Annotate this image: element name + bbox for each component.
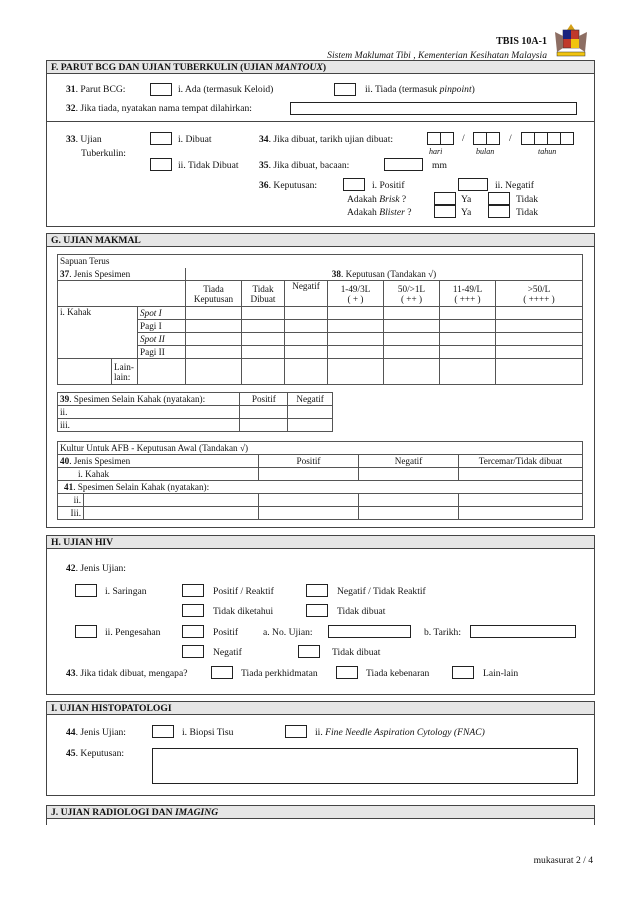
col-6-line-1: >50/L (527, 283, 551, 294)
q38-heading: 38. Keputusan (Tandakan √) (186, 268, 583, 281)
hiv-tarikh-field[interactable] (470, 625, 576, 638)
q36-negatif-checkbox[interactable] (458, 178, 488, 191)
col-0-line-2: Keputusan (193, 293, 234, 304)
row-label: Pagi II (138, 346, 186, 359)
q34-year-2[interactable] (534, 132, 548, 145)
q35-label: 35. Jika dibuat, bacaan: (259, 160, 350, 171)
sapuan-terus-table (57, 254, 583, 385)
result-cell[interactable] (496, 346, 583, 359)
result-cell[interactable] (288, 406, 333, 419)
result-cell[interactable] (328, 307, 384, 320)
lain-lain-label: Lain- lain: (112, 359, 138, 385)
col-5-line-1: 11-49/L (452, 283, 483, 294)
q36-label: 36. Keputusan: (259, 180, 318, 191)
col-3-line-1: 1-49/3L (340, 283, 371, 294)
blister-question: Adakah Blister ? (347, 207, 412, 218)
row-label: Spot II (138, 333, 186, 346)
result-cell[interactable] (186, 320, 242, 333)
q39-positif-heading: Positif (240, 393, 288, 406)
col-4-line-1: 50/>1L (397, 283, 426, 294)
kultur-kahak-label: i. Kahak (58, 468, 259, 481)
q32-label: 32. Jika tiada, nyatakan nama tempat dilahirkan: (66, 103, 252, 114)
table-row (58, 494, 583, 507)
result-cell[interactable] (440, 307, 496, 320)
result-cell[interactable] (459, 468, 583, 481)
col-3-line-2: ( + ) (347, 293, 364, 304)
brisk-ya-checkbox[interactable] (434, 192, 456, 205)
q34-tahun-caption: tahun (538, 147, 557, 156)
result-cell[interactable] (359, 507, 459, 520)
sapuan-terus-heading: Sapuan Terus (58, 255, 583, 268)
blank-cell (58, 359, 112, 385)
hiv-positif-reaktif-label: Positif / Reaktif (213, 586, 274, 597)
result-cell[interactable] (496, 320, 583, 333)
q34-month-1[interactable] (473, 132, 487, 145)
q41-heading: 41. Spesimen Selain Kahak (nyatakan): (58, 481, 583, 494)
result-cell[interactable] (359, 468, 459, 481)
col-tidak-dibuat (242, 281, 285, 307)
table-row (58, 406, 333, 419)
q44-fnac-label: ii. Fine Needle Aspiration Cytology (FNAC) (315, 727, 485, 738)
q34-month-2[interactable] (486, 132, 500, 145)
hiv-saringan-label: i. Saringan (105, 586, 147, 597)
section-g (46, 233, 595, 528)
q34-day-1[interactable] (427, 132, 441, 145)
q34-year-4[interactable] (560, 132, 574, 145)
page-number: mukasurat 2 / 4 (533, 855, 593, 866)
hiv-pengesahan-tidak-dibuat-checkbox[interactable] (298, 645, 320, 658)
hiv-pengesahan-tidak-dibuat-label: Tidak dibuat (332, 647, 381, 658)
result-cell[interactable] (440, 346, 496, 359)
hiv-pengesahan-label: ii. Pengesahan (105, 627, 161, 638)
result-cell[interactable] (186, 307, 242, 320)
blank-cell (138, 281, 186, 307)
result-cell[interactable] (242, 307, 285, 320)
kultur-specimen-field[interactable] (84, 507, 259, 520)
row-label: Spot I (138, 307, 186, 320)
q45-keputusan-field[interactable] (152, 748, 578, 784)
result-cell[interactable] (186, 346, 242, 359)
q39-heading: 39. Spesimen Selain Kahak (nyatakan): (58, 393, 240, 406)
q43-lain-lain-checkbox[interactable] (452, 666, 474, 679)
hiv-negatif-reaktif-label: Negatif / Tidak Reaktif (337, 586, 426, 597)
q36-positif-checkbox[interactable] (343, 178, 365, 191)
q33-dibuat-checkbox[interactable] (150, 132, 172, 145)
kultur-positif-heading: Positif (259, 455, 359, 468)
q45-label: 45. Keputusan: (66, 748, 125, 759)
result-cell[interactable] (328, 359, 384, 385)
q34-day-2[interactable] (440, 132, 454, 145)
section-f (46, 60, 595, 227)
result-cell[interactable] (359, 494, 459, 507)
result-cell[interactable] (440, 333, 496, 346)
hiv-no-ujian-label: a. No. Ujian: (263, 627, 313, 638)
col-1-line-2: Dibuat (250, 293, 276, 304)
section-g-title: G. UJIAN MAKMAL (47, 234, 594, 247)
q33-label: 33. Ujian (66, 134, 102, 145)
result-cell[interactable] (240, 406, 288, 419)
brisk-question: Adakah Brisk ? (347, 194, 407, 205)
q43-tiada-kebenaran-label: Tiada kebenaran (366, 668, 430, 679)
q36-negatif-label: ii. Negatif (495, 180, 534, 191)
q44-label: 44. Jenis Ujian: (66, 727, 126, 738)
col-2-line-1: Negatif (292, 281, 320, 291)
col-negatif (285, 281, 328, 307)
result-cell[interactable] (285, 320, 328, 333)
blister-ya-checkbox[interactable] (434, 205, 456, 218)
q43-lain-lain-label: Lain-lain (483, 668, 519, 679)
result-cell[interactable] (496, 359, 583, 385)
result-cell[interactable] (328, 346, 384, 359)
hiv-tidak-dibuat-checkbox[interactable] (306, 604, 328, 617)
q44-biopsi-checkbox[interactable] (152, 725, 174, 738)
q34-bulan-caption: bulan (476, 147, 495, 156)
q36-positif-label: i. Positif (372, 180, 405, 191)
table-row (58, 359, 583, 385)
section-j (46, 805, 595, 825)
result-cell[interactable] (259, 494, 359, 507)
q40-heading: 40. Jenis Spesimen (58, 455, 259, 468)
hiv-no-ujian-field[interactable] (328, 625, 411, 638)
table-row (58, 507, 583, 520)
col-tiada-keputusan (186, 281, 242, 307)
q43-tiada-kebenaran-checkbox[interactable] (336, 666, 358, 679)
result-cell[interactable] (285, 359, 328, 385)
q44-biopsi-label: i. Biopsi Tisu (182, 727, 234, 738)
hiv-negatif-reaktif-checkbox[interactable] (306, 584, 328, 597)
q31-ada-label: i. Ada (termasuk Keloid) (178, 84, 274, 95)
q35-reading-field[interactable] (384, 158, 423, 171)
blank-cell (112, 307, 138, 359)
hiv-tidak-dibuat-label: Tidak dibuat (337, 606, 386, 617)
brisk-tidak-checkbox[interactable] (488, 192, 510, 205)
result-cell[interactable] (328, 333, 384, 346)
col-50-plus (496, 281, 583, 307)
q39-row-ii[interactable]: ii. (58, 406, 240, 419)
col-5-line-2: ( +++ ) (454, 293, 481, 304)
kultur-afb-table (57, 441, 583, 520)
q34-slash-2: / (509, 133, 512, 144)
result-cell[interactable] (285, 307, 328, 320)
col-4-line-2: ( ++ ) (400, 293, 423, 304)
kahak-label: i. Kahak (58, 307, 112, 359)
result-cell[interactable] (384, 359, 440, 385)
result-cell[interactable] (496, 333, 583, 346)
result-cell[interactable] (242, 359, 285, 385)
result-cell[interactable] (384, 307, 440, 320)
result-cell[interactable] (186, 333, 242, 346)
col-6-line-2: ( ++++ ) (523, 293, 555, 304)
kultur-negatif-heading: Negatif (359, 455, 459, 468)
q32-birthplace-field[interactable] (290, 102, 577, 115)
q31-tiada-checkbox[interactable] (334, 83, 356, 96)
kultur-row-ii: ii. (58, 494, 84, 507)
q39-negatif-heading: Negatif (288, 393, 333, 406)
section-i (46, 701, 595, 796)
result-cell[interactable] (384, 346, 440, 359)
q43-tiada-perkhidmatan-checkbox[interactable] (211, 666, 233, 679)
result-cell[interactable] (288, 419, 333, 432)
brisk-ya-label: Ya (461, 194, 472, 205)
q37-heading: 37. Jenis Spesimen (58, 268, 186, 281)
q39-table (57, 392, 333, 432)
q43-label: 43. Jika tidak dibuat, mengapa? (66, 668, 188, 679)
hiv-pengesahan-checkbox[interactable] (75, 625, 97, 638)
result-cell[interactable] (496, 307, 583, 320)
result-cell[interactable] (384, 333, 440, 346)
hiv-tarikh-label: b. Tarikh: (424, 627, 461, 638)
result-cell[interactable] (259, 507, 359, 520)
kultur-tercemar-heading: Tercemar/Tidak dibuat (459, 455, 583, 468)
q31-label: 31. Parut BCG: (66, 84, 126, 95)
hiv-pengesahan-positif-label: Positif (213, 627, 239, 638)
crest-logo (551, 22, 591, 58)
section-f-title: F. PARUT BCG DAN UJIAN TUBERKULIN (UJIAN MANTOUX) (47, 61, 594, 74)
result-cell[interactable] (384, 320, 440, 333)
result-cell[interactable] (186, 359, 242, 385)
q34-year-1[interactable] (521, 132, 535, 145)
result-cell[interactable] (259, 468, 359, 481)
hiv-pengesahan-positif-checkbox[interactable] (182, 625, 204, 638)
section-j-title: J. UJIAN RADIOLOGI DAN IMAGING (47, 806, 594, 819)
kultur-specimen-field[interactable] (84, 494, 259, 507)
hiv-pengesahan-negatif-label: Negatif (213, 647, 242, 658)
q39-row-iii[interactable]: iii. (58, 419, 240, 432)
table-row (58, 468, 583, 481)
q33-tidak-dibuat-checkbox[interactable] (150, 158, 172, 171)
col-1-49 (328, 281, 384, 307)
q34-year-3[interactable] (547, 132, 561, 145)
kultur-row-iii: Iii. (58, 507, 84, 520)
section-i-title: I. UJIAN HISTOPATOLOGI (47, 702, 594, 715)
result-cell[interactable] (459, 494, 583, 507)
q31-tiada-label: ii. Tiada (termasuk pinpoint) (365, 84, 475, 95)
kultur-heading: Kultur Untuk AFB - Keputusan Awal (Tandakan √) (58, 442, 583, 455)
result-cell[interactable] (440, 320, 496, 333)
result-cell[interactable] (285, 346, 328, 359)
col-50 (384, 281, 440, 307)
brisk-tidak-label: Tidak (516, 194, 539, 205)
form-code: TBIS 10A-1 (496, 36, 547, 47)
q35-mm-unit: mm (432, 160, 447, 171)
result-cell[interactable] (240, 419, 288, 432)
result-cell[interactable] (328, 320, 384, 333)
q33-tidak-dibuat-label: ii. Tidak Dibuat (178, 160, 239, 171)
blister-tidak-checkbox[interactable] (488, 205, 510, 218)
blister-ya-label: Ya (461, 207, 472, 218)
result-cell[interactable] (242, 346, 285, 359)
section-h-title: H. UJIAN HIV (47, 536, 594, 549)
section-f-divider (47, 121, 594, 122)
q31-ada-checkbox[interactable] (150, 83, 172, 96)
q42-label: 42. Jenis Ujian: (66, 563, 126, 574)
result-cell[interactable] (242, 333, 285, 346)
q33-label-2: Tuberkulin: (81, 148, 126, 159)
col-11-49 (440, 281, 496, 307)
blister-tidak-label: Tidak (516, 207, 539, 218)
q44-fnac-checkbox[interactable] (285, 725, 307, 738)
result-cell[interactable] (459, 507, 583, 520)
table-row (58, 419, 333, 432)
blank-cell (58, 281, 112, 307)
hiv-saringan-checkbox[interactable] (75, 584, 97, 597)
q33-dibuat-label: i. Dibuat (178, 134, 212, 145)
q34-slash-1: / (462, 133, 465, 144)
q34-label: 34. Jika dibuat, tarikh ujian dibuat: (259, 134, 394, 145)
q34-hari-caption: hari (429, 147, 443, 156)
result-cell[interactable] (285, 333, 328, 346)
form-subtitle: Sistem Maklumat Tibi , Kementerian Kesihatan Malaysia (327, 50, 547, 61)
q43-tiada-perkhidmatan-label: Tiada perkhidmatan (241, 668, 318, 679)
result-cell[interactable] (242, 320, 285, 333)
section-h (46, 535, 595, 695)
row-label: Pagi I (138, 320, 186, 333)
hiv-pengesahan-negatif-checkbox[interactable] (182, 645, 204, 658)
col-0-line-1: Tiada (203, 283, 224, 294)
blank-cell (112, 281, 138, 307)
col-1-line-1: Tidak (252, 283, 274, 294)
hiv-tidak-diketahui-checkbox[interactable] (182, 604, 204, 617)
result-cell[interactable] (440, 359, 496, 385)
table-row (58, 307, 583, 320)
hiv-tidak-diketahui-label: Tidak diketahui (213, 606, 274, 617)
hiv-positif-reaktif-checkbox[interactable] (182, 584, 204, 597)
lain-lain-field[interactable] (138, 359, 186, 385)
